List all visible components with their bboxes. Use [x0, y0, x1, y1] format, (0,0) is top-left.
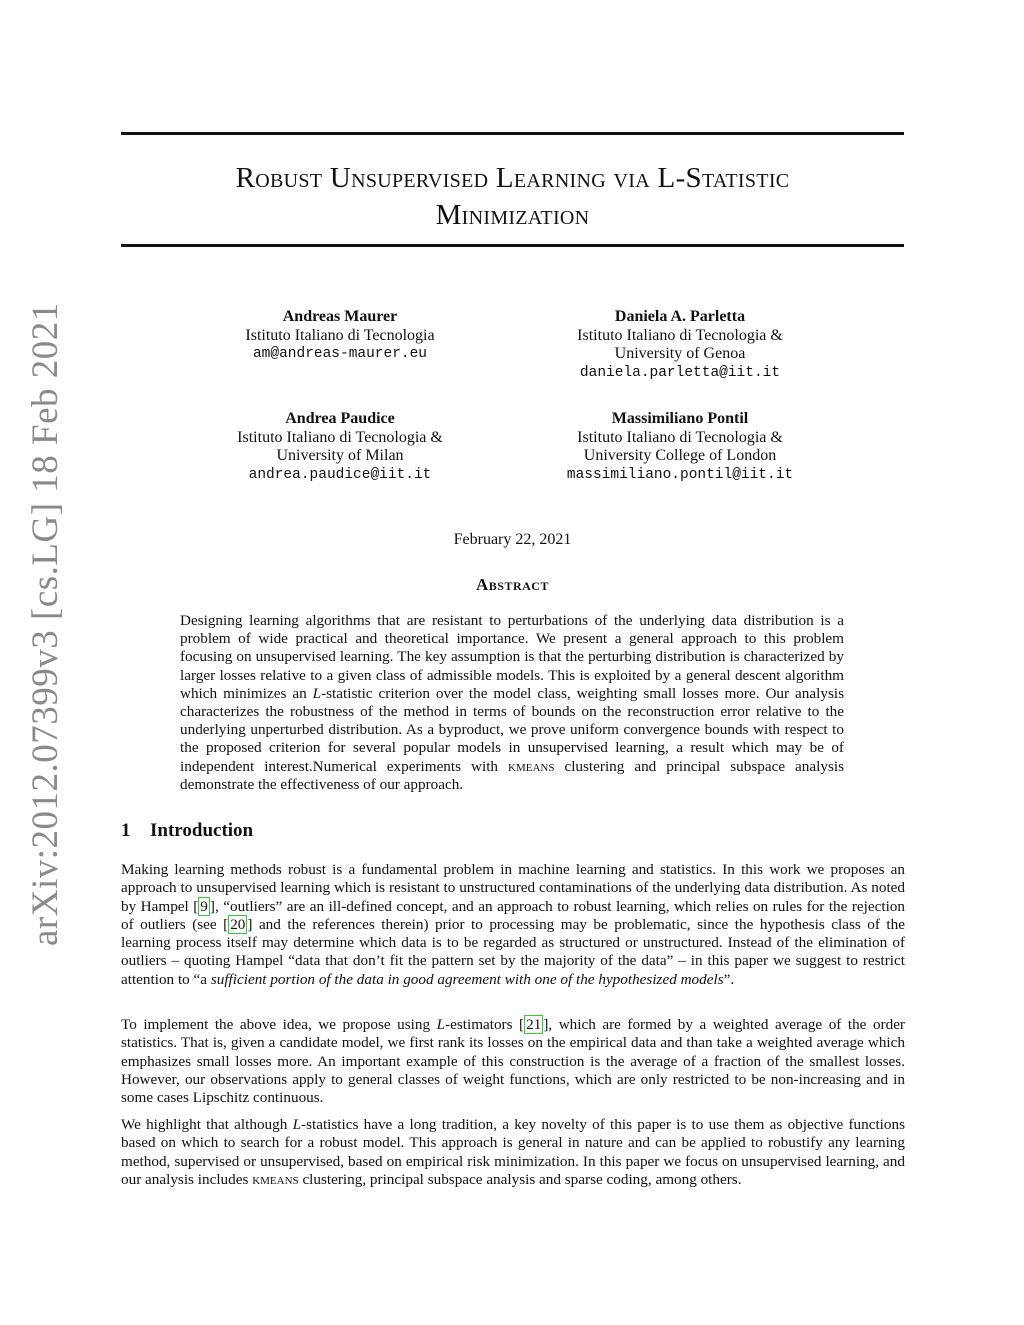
title-line-1: Robust Unsupervised Learning via L-Statistic: [235, 162, 790, 194]
math-variable: L: [312, 684, 322, 702]
author-name: Andrea Paudice: [285, 410, 395, 427]
author-affiliation-line-2: University of Milan: [276, 447, 404, 464]
citation-link[interactable]: 20: [230, 915, 246, 933]
paragraph-text: -estimators [: [445, 1016, 525, 1033]
abstract-heading: Abstract: [476, 575, 549, 594]
math-variable: L: [292, 1116, 302, 1133]
arxiv-identifier-stamp: arXiv:2012.07399v3 [cs.LG] 18 Feb 2021: [25, 302, 66, 946]
title-rule-bottom: [121, 244, 904, 247]
author-email[interactable]: massimiliano.pontil@iit.it: [566, 466, 794, 483]
paragraph-text: To implement the above idea, we propose using: [121, 1016, 437, 1033]
paragraph-text: clustering, principal subspace analysis and sparse coding, among others.: [298, 1170, 742, 1188]
emphasis-text: sufficient portion of the data in good agreement with one of the hypothesized models: [210, 970, 724, 988]
author-affiliation: Istituto Italiano di Tecnologia &: [237, 428, 443, 446]
abstract-text: -statistic criterion over the model class, weighting small losses more. Our analysis characterizes the robustness of the method in terms of bounds on the reconstruction error relative to the underlying unperturbed distribution. As a byproduct, we prove uniform convergence bounds with respect to the proposed criterion for several popular models in unsupervised learning, a result which may be of independent interest.Numerical experiments with: [180, 684, 844, 775]
author-affiliation: Istituto Italiano di Tecnologia &: [577, 428, 783, 446]
author-affiliation-line-2: University College of London: [583, 447, 777, 464]
paragraph: [121, 1016, 905, 1107]
author-block: [195, 410, 485, 484]
section-title: Introduction: [150, 820, 254, 841]
author-name: Massimiliano Pontil: [611, 410, 749, 427]
paragraph-text: ] and the references therein) prior to processing may be problematic, since the hypothesis class of the learning process itself may determine which data is to be regarded as structured or unstructured. Instead of the elimination of outliers – quoting Hampel “data that don’t fit the pattern set by the majority of the data” – in this paper we suggest to restrict attention to “a: [121, 915, 905, 988]
author-block: [530, 308, 830, 382]
author-email[interactable]: andrea.paudice@iit.it: [248, 466, 432, 483]
author-affiliation: Istituto Italiano di Tecnologia &: [577, 326, 783, 344]
section-number: 1: [121, 820, 131, 841]
title-line-2: Minimization: [435, 199, 590, 231]
abstract-body: [180, 612, 844, 794]
author-email[interactable]: am@andreas-maurer.eu: [252, 346, 428, 362]
paragraph: [121, 861, 905, 989]
paragraph-text: Making learning methods robust is a fundamental problem in machine learning and statistics. In this work we proposes an approach to unsupervised learning which is resistant to unstructured contaminations of the underlying data distribution. As noted by Hampel [: [121, 861, 905, 915]
math-variable: L: [436, 1016, 446, 1033]
paragraph-text: We highlight that although: [121, 1116, 293, 1133]
paragraph-text: ”.: [723, 970, 735, 988]
paper-date: February 22, 2021: [453, 531, 572, 548]
paragraph-text: -statistics have a long tradition, a key novelty of this paper is to use them as objective functions based on which to search for a robust model. This approach is general in nature and can be applied to robustify any learning method, supervised or unsupervised, based on empirical risk minimization. In this paper we focus on unsupervised learning, and our analysis includes: [121, 1116, 905, 1188]
paragraph-text: ], “outliers” are an ill-defined concept, and an approach to robust learning, which relies on rules for the rejection of outliers (see [: [121, 897, 905, 933]
abstract-text: Designing learning algorithms that are resistant to perturbations of the underlying data distribution is a problem of wide practical and theoretical importance. We present a general approach to this problem focusing on unsupervised learning. The key assumption is that the perturbing distribution is characterized by larger losses relative to a given class of admissible models. This is exploited by a general descent algorithm which minimizes an: [180, 612, 844, 702]
author-affiliation: Istituto Italiano di Tecnologia: [245, 326, 435, 344]
method-name: kmeans: [508, 757, 555, 775]
citation-link[interactable]: 21: [526, 1016, 542, 1033]
method-name: kmeans: [252, 1170, 299, 1188]
section-heading: [121, 820, 253, 842]
author-block: [530, 410, 830, 484]
paper-title: [121, 160, 904, 234]
author-name: Andreas Maurer: [282, 308, 398, 325]
author-block: [200, 308, 480, 364]
abstract-text: clustering and principal subspace analysis demonstrate the effectiveness of our approach.: [180, 757, 844, 793]
author-email[interactable]: daniela.parletta@iit.it: [579, 364, 781, 381]
paragraph-text: ], which are formed by a weighted average of the order statistics. That is, given a candidate model, we first rank its losses on the empirical data and than take a weighted average which emphasizes small losses more. An important example of this construction is the average of a fraction of the smallest losses. However, our observations apply to general classes of weight functions, which are only restricted to be non-increasing and in some cases Lipschitz continuous.: [121, 1016, 905, 1107]
paragraph: [121, 1116, 905, 1189]
author-name: Daniela A. Parletta: [614, 308, 746, 325]
citation-link[interactable]: 9: [200, 897, 208, 915]
title-rule-top: [121, 132, 904, 135]
author-affiliation-line-2: University of Genoa: [614, 345, 746, 362]
